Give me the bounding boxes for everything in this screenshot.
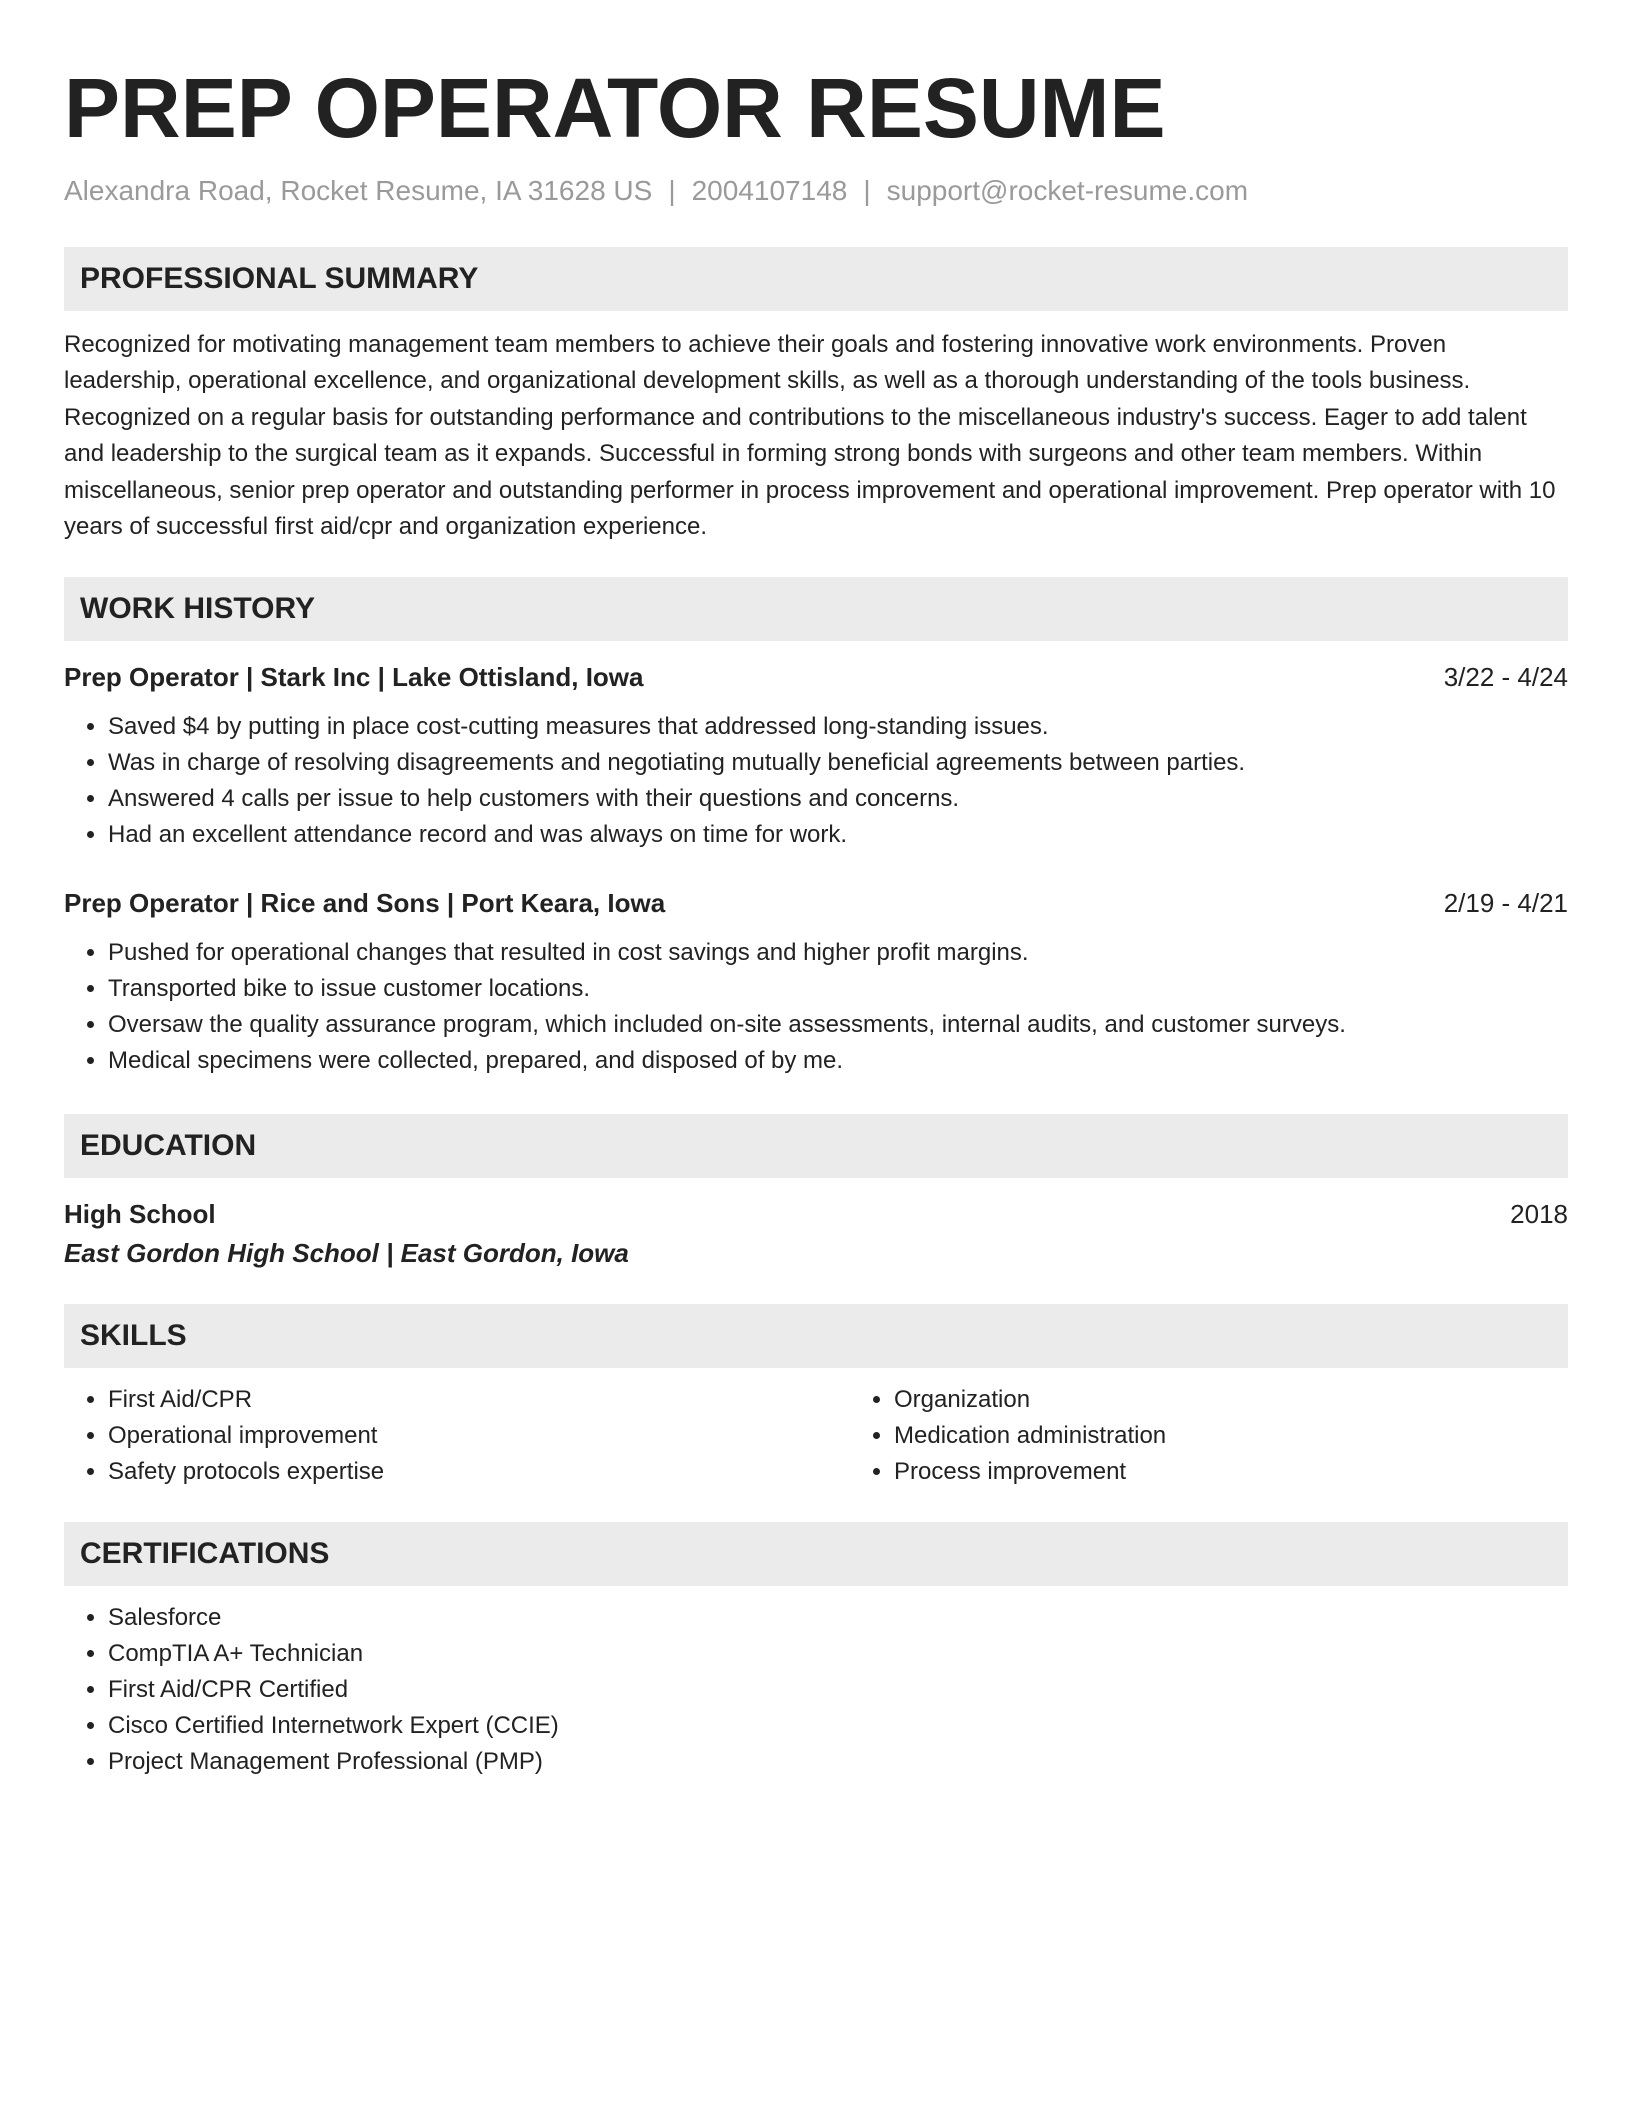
resume-title: PREP OPERATOR RESUME	[64, 61, 1166, 155]
skills-list-right	[850, 1382, 1632, 1490]
job-dates: 3/22 - 4/24	[1443, 662, 1568, 693]
skill-item: • Operational improvement	[108, 1418, 850, 1454]
job-bullets	[64, 935, 1568, 1079]
list-item: • Medical specimens were collected, prepared, and disposed of by me.	[108, 1043, 1568, 1079]
skill-item: • Medication administration	[894, 1418, 1632, 1454]
job-title: Prep Operator | Rice and Sons | Port Keara, Iowa	[64, 888, 666, 919]
certifications-list	[64, 1600, 1568, 1780]
skill-item: • Organization	[894, 1382, 1632, 1418]
job-dates: 2/19 - 4/21	[1443, 888, 1568, 919]
education-school: East Gordon High School | East Gordon, Iowa	[64, 1238, 629, 1269]
summary-text: Recognized for motivating management team members to achieve their goals and fostering innovative work environments. Proven leadership, operational excellence, and organizational development skills, as well as a thorough understanding of the tools business. Recognized on a regular basis for outstanding performance and contributions to the miscellaneous industry's success. Eager to add talent and leadership to the surgical team as it expands. Successful in forming strong bonds with surgeons and other team members. Within miscellaneous, senior prep operator and outstanding performer in process improvement and operational improvement. Prep operator with 10 years of successful first aid/cpr and organization experience.	[64, 331, 1556, 541]
list-item: • Had an excellent attendance record and was always on time for work.	[108, 817, 1568, 853]
education-year: 2018	[1510, 1199, 1568, 1230]
job-entry	[64, 887, 1568, 1079]
education-degree: High School	[64, 1199, 216, 1230]
job-header	[64, 661, 1568, 693]
skills-list-left	[64, 1382, 850, 1490]
certification-item: • CompTIA A+ Technician	[108, 1636, 1568, 1672]
certification-item: • Project Management Professional (PMP)	[108, 1744, 1568, 1780]
list-item: • Oversaw the quality assurance program, which included on-site assessments, internal audits, and customer surveys.	[108, 1007, 1568, 1043]
list-item: • Was in charge of resolving disagreements and negotiating mutually beneficial agreements between parties.	[108, 745, 1568, 781]
job-bullets	[64, 709, 1568, 853]
section-heading-work: WORK HISTORY	[64, 577, 1568, 641]
job-entry	[64, 661, 1568, 853]
certification-item: • Salesforce	[108, 1600, 1568, 1636]
list-item: • Answered 4 calls per issue to help customers with their questions and concerns.	[108, 781, 1568, 817]
skills-columns	[64, 1382, 1568, 1490]
education-entry	[64, 1198, 1568, 1270]
skill-item: • First Aid/CPR	[108, 1382, 850, 1418]
section-heading-education: EDUCATION	[64, 1114, 1568, 1178]
contact-line	[64, 174, 1568, 208]
job-header	[64, 887, 1568, 919]
list-item: • Saved $4 by putting in place cost-cutting measures that addressed long-standing issues.	[108, 709, 1568, 745]
certification-item: • Cisco Certified Internetwork Expert (CCIE)	[108, 1708, 1568, 1744]
section-heading-summary: PROFESSIONAL SUMMARY	[64, 247, 1568, 311]
contact-separator: |	[863, 175, 871, 206]
skill-item: • Safety protocols expertise	[108, 1454, 850, 1490]
education-header	[64, 1198, 1568, 1230]
contact-separator: |	[668, 175, 676, 206]
section-heading-skills: SKILLS	[64, 1304, 1568, 1368]
list-item: • Transported bike to issue customer locations.	[108, 971, 1568, 1007]
contact-email[interactable]: support@rocket-resume.com	[886, 175, 1249, 206]
skill-item: • Process improvement	[894, 1454, 1632, 1490]
contact-phone: 2004107148	[691, 175, 848, 206]
section-heading-certifications: CERTIFICATIONS	[64, 1522, 1568, 1586]
job-title: Prep Operator | Stark Inc | Lake Ottisland, Iowa	[64, 662, 644, 693]
certification-item: • First Aid/CPR Certified	[108, 1672, 1568, 1708]
contact-address: Alexandra Road, Rocket Resume, IA 31628 US	[64, 175, 653, 206]
list-item: • Pushed for operational changes that resulted in cost savings and higher profit margins.	[108, 935, 1568, 971]
